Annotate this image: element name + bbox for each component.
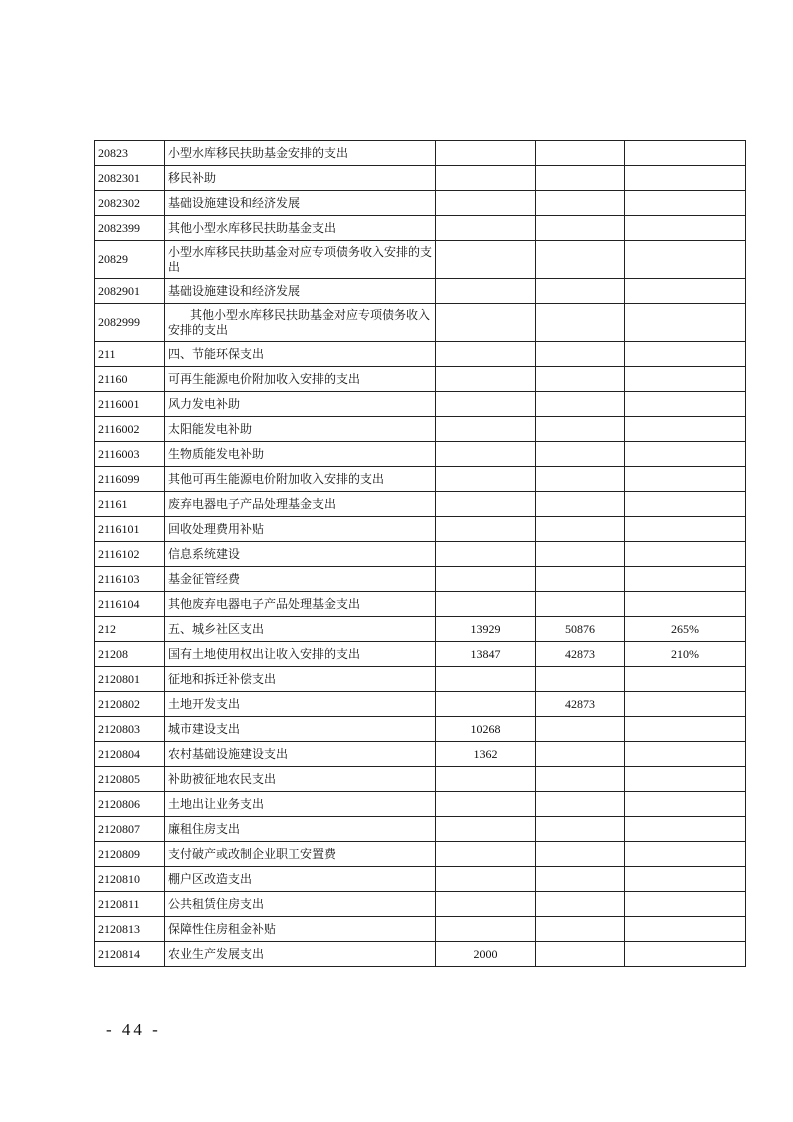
value-cell-1 <box>436 304 536 342</box>
value-cell-3 <box>625 492 746 517</box>
value-cell-1 <box>436 592 536 617</box>
value-cell-2 <box>536 567 625 592</box>
name-cell: 其他废弃电器电子产品处理基金支出 <box>165 592 436 617</box>
value-cell-1 <box>436 917 536 942</box>
value-cell-2 <box>536 742 625 767</box>
value-cell-3 <box>625 417 746 442</box>
code-cell: 2116003 <box>95 442 165 467</box>
table-row <box>95 304 746 342</box>
value-cell-3 <box>625 817 746 842</box>
value-cell-2 <box>536 842 625 867</box>
value-cell-2 <box>536 191 625 216</box>
value-cell-3 <box>625 304 746 342</box>
code-cell: 2116002 <box>95 417 165 442</box>
code-cell: 2120803 <box>95 717 165 742</box>
name-cell: 太阳能发电补助 <box>165 417 436 442</box>
value-cell-1 <box>436 467 536 492</box>
value-cell-3 <box>625 241 746 279</box>
code-cell: 2120806 <box>95 792 165 817</box>
value-cell-1 <box>436 817 536 842</box>
value-cell-1 <box>436 216 536 241</box>
table-row <box>95 892 746 917</box>
name-cell: 农村基础设施建设支出 <box>165 742 436 767</box>
budget-table <box>94 140 746 967</box>
table-row <box>95 367 746 392</box>
table-row <box>95 692 746 717</box>
value-cell-1 <box>436 542 536 567</box>
name-cell: 其他小型水库移民扶助基金支出 <box>165 216 436 241</box>
value-cell-2 <box>536 592 625 617</box>
code-cell: 2082901 <box>95 279 165 304</box>
value-cell-2 <box>536 892 625 917</box>
name-cell: 信息系统建设 <box>165 542 436 567</box>
code-cell: 20829 <box>95 241 165 279</box>
value-cell-2 <box>536 367 625 392</box>
value-cell-3 <box>625 392 746 417</box>
value-cell-3 <box>625 367 746 392</box>
value-cell-1 <box>436 517 536 542</box>
value-cell-2 <box>536 392 625 417</box>
value-cell-3 <box>625 692 746 717</box>
name-cell: 其他小型水库移民扶助基金对应专项债务收入安排的支出 <box>165 304 436 342</box>
value-cell-1 <box>436 241 536 279</box>
table-row <box>95 392 746 417</box>
name-cell: 保障性住房租金补贴 <box>165 917 436 942</box>
code-cell: 2120811 <box>95 892 165 917</box>
table-row <box>95 917 746 942</box>
table-row <box>95 279 746 304</box>
value-cell-3: 210% <box>625 642 746 667</box>
code-cell: 2120805 <box>95 767 165 792</box>
code-cell: 2116104 <box>95 592 165 617</box>
table-row <box>95 717 746 742</box>
table-row <box>95 467 746 492</box>
value-cell-1: 2000 <box>436 942 536 967</box>
value-cell-2 <box>536 917 625 942</box>
value-cell-3 <box>625 442 746 467</box>
table-row <box>95 542 746 567</box>
value-cell-1 <box>436 867 536 892</box>
value-cell-3 <box>625 742 746 767</box>
value-cell-3 <box>625 467 746 492</box>
value-cell-1 <box>436 842 536 867</box>
table-row <box>95 642 746 667</box>
code-cell: 2120801 <box>95 667 165 692</box>
name-cell: 移民补助 <box>165 166 436 191</box>
code-cell: 2120804 <box>95 742 165 767</box>
table-row <box>95 492 746 517</box>
table-body <box>95 141 746 967</box>
value-cell-3 <box>625 592 746 617</box>
value-cell-1: 1362 <box>436 742 536 767</box>
name-cell: 四、节能环保支出 <box>165 342 436 367</box>
name-cell: 基金征管经费 <box>165 567 436 592</box>
value-cell-1 <box>436 692 536 717</box>
value-cell-1: 13847 <box>436 642 536 667</box>
value-cell-3 <box>625 942 746 967</box>
table-row <box>95 617 746 642</box>
value-cell-2 <box>536 417 625 442</box>
value-cell-1 <box>436 667 536 692</box>
value-cell-2 <box>536 467 625 492</box>
code-cell: 2120813 <box>95 917 165 942</box>
value-cell-3 <box>625 567 746 592</box>
value-cell-3 <box>625 717 746 742</box>
value-cell-2: 42873 <box>536 692 625 717</box>
value-cell-2 <box>536 717 625 742</box>
value-cell-2: 42873 <box>536 642 625 667</box>
value-cell-1 <box>436 392 536 417</box>
table-row <box>95 867 746 892</box>
table-row <box>95 141 746 166</box>
value-cell-2 <box>536 942 625 967</box>
table-row <box>95 216 746 241</box>
table-row <box>95 942 746 967</box>
code-cell: 212 <box>95 617 165 642</box>
code-cell: 2116099 <box>95 467 165 492</box>
value-cell-3 <box>625 867 746 892</box>
value-cell-1 <box>436 492 536 517</box>
table-row <box>95 842 746 867</box>
name-cell: 其他可再生能源电价附加收入安排的支出 <box>165 467 436 492</box>
value-cell-2: 50876 <box>536 617 625 642</box>
table-row <box>95 191 746 216</box>
name-cell: 国有土地使用权出让收入安排的支出 <box>165 642 436 667</box>
code-cell: 2120814 <box>95 942 165 967</box>
code-cell: 2116103 <box>95 567 165 592</box>
table-row <box>95 567 746 592</box>
value-cell-3 <box>625 141 746 166</box>
value-cell-2 <box>536 442 625 467</box>
code-cell: 211 <box>95 342 165 367</box>
value-cell-3 <box>625 667 746 692</box>
table-row <box>95 442 746 467</box>
value-cell-1 <box>436 166 536 191</box>
value-cell-2 <box>536 667 625 692</box>
table-row <box>95 342 746 367</box>
code-cell: 2082301 <box>95 166 165 191</box>
value-cell-3 <box>625 166 746 191</box>
code-cell: 2116001 <box>95 392 165 417</box>
name-cell: 风力发电补助 <box>165 392 436 417</box>
value-cell-1 <box>436 767 536 792</box>
code-cell: 2082999 <box>95 304 165 342</box>
value-cell-3 <box>625 767 746 792</box>
value-cell-1 <box>436 367 536 392</box>
value-cell-2 <box>536 867 625 892</box>
value-cell-2 <box>536 492 625 517</box>
value-cell-3 <box>625 892 746 917</box>
value-cell-1 <box>436 191 536 216</box>
code-cell: 21160 <box>95 367 165 392</box>
value-cell-2 <box>536 216 625 241</box>
value-cell-1 <box>436 442 536 467</box>
code-cell: 21208 <box>95 642 165 667</box>
code-cell: 2120807 <box>95 817 165 842</box>
value-cell-2 <box>536 141 625 166</box>
table-row <box>95 742 746 767</box>
code-cell: 21161 <box>95 492 165 517</box>
table-row <box>95 792 746 817</box>
code-cell: 2116101 <box>95 517 165 542</box>
value-cell-3 <box>625 216 746 241</box>
value-cell-3 <box>625 279 746 304</box>
code-cell: 20823 <box>95 141 165 166</box>
name-cell: 小型水库移民扶助基金安排的支出 <box>165 141 436 166</box>
code-cell: 2082399 <box>95 216 165 241</box>
value-cell-1 <box>436 279 536 304</box>
value-cell-2 <box>536 792 625 817</box>
name-cell: 小型水库移民扶助基金对应专项债务收入安排的支出 <box>165 241 436 279</box>
value-cell-1: 10268 <box>436 717 536 742</box>
value-cell-2 <box>536 279 625 304</box>
table-row <box>95 417 746 442</box>
name-cell: 农业生产发展支出 <box>165 942 436 967</box>
value-cell-1 <box>436 792 536 817</box>
name-cell: 回收处理费用补贴 <box>165 517 436 542</box>
value-cell-2 <box>536 342 625 367</box>
table-row <box>95 517 746 542</box>
table-row <box>95 767 746 792</box>
value-cell-3 <box>625 917 746 942</box>
name-cell: 公共租赁住房支出 <box>165 892 436 917</box>
name-cell: 廉租住房支出 <box>165 817 436 842</box>
value-cell-3 <box>625 542 746 567</box>
code-cell: 2120802 <box>95 692 165 717</box>
value-cell-2 <box>536 542 625 567</box>
name-cell: 土地出让业务支出 <box>165 792 436 817</box>
name-cell: 基础设施建设和经济发展 <box>165 191 436 216</box>
table-row <box>95 166 746 191</box>
code-cell: 2116102 <box>95 542 165 567</box>
value-cell-1 <box>436 141 536 166</box>
value-cell-2 <box>536 767 625 792</box>
table-row <box>95 667 746 692</box>
value-cell-3 <box>625 342 746 367</box>
value-cell-3: 265% <box>625 617 746 642</box>
value-cell-2 <box>536 817 625 842</box>
table-row <box>95 817 746 842</box>
value-cell-1 <box>436 417 536 442</box>
value-cell-1 <box>436 342 536 367</box>
name-cell: 城市建设支出 <box>165 717 436 742</box>
name-cell: 生物质能发电补助 <box>165 442 436 467</box>
name-cell: 可再生能源电价附加收入安排的支出 <box>165 367 436 392</box>
name-cell: 补助被征地农民支出 <box>165 767 436 792</box>
value-cell-1 <box>436 567 536 592</box>
value-cell-2 <box>536 241 625 279</box>
code-cell: 2120809 <box>95 842 165 867</box>
table-row <box>95 241 746 279</box>
name-cell: 五、城乡社区支出 <box>165 617 436 642</box>
value-cell-3 <box>625 517 746 542</box>
name-cell: 基础设施建设和经济发展 <box>165 279 436 304</box>
name-cell: 支付破产或改制企业职工安置费 <box>165 842 436 867</box>
value-cell-2 <box>536 166 625 191</box>
value-cell-3 <box>625 792 746 817</box>
value-cell-1 <box>436 892 536 917</box>
name-cell: 废弃电器电子产品处理基金支出 <box>165 492 436 517</box>
value-cell-2 <box>536 304 625 342</box>
name-cell: 征地和拆迁补偿支出 <box>165 667 436 692</box>
value-cell-3 <box>625 842 746 867</box>
code-cell: 2082302 <box>95 191 165 216</box>
code-cell: 2120810 <box>95 867 165 892</box>
name-cell: 土地开发支出 <box>165 692 436 717</box>
page-number: - 44 - <box>106 1020 161 1039</box>
value-cell-2 <box>536 517 625 542</box>
name-cell: 棚户区改造支出 <box>165 867 436 892</box>
value-cell-1: 13929 <box>436 617 536 642</box>
table-row <box>95 592 746 617</box>
value-cell-3 <box>625 191 746 216</box>
